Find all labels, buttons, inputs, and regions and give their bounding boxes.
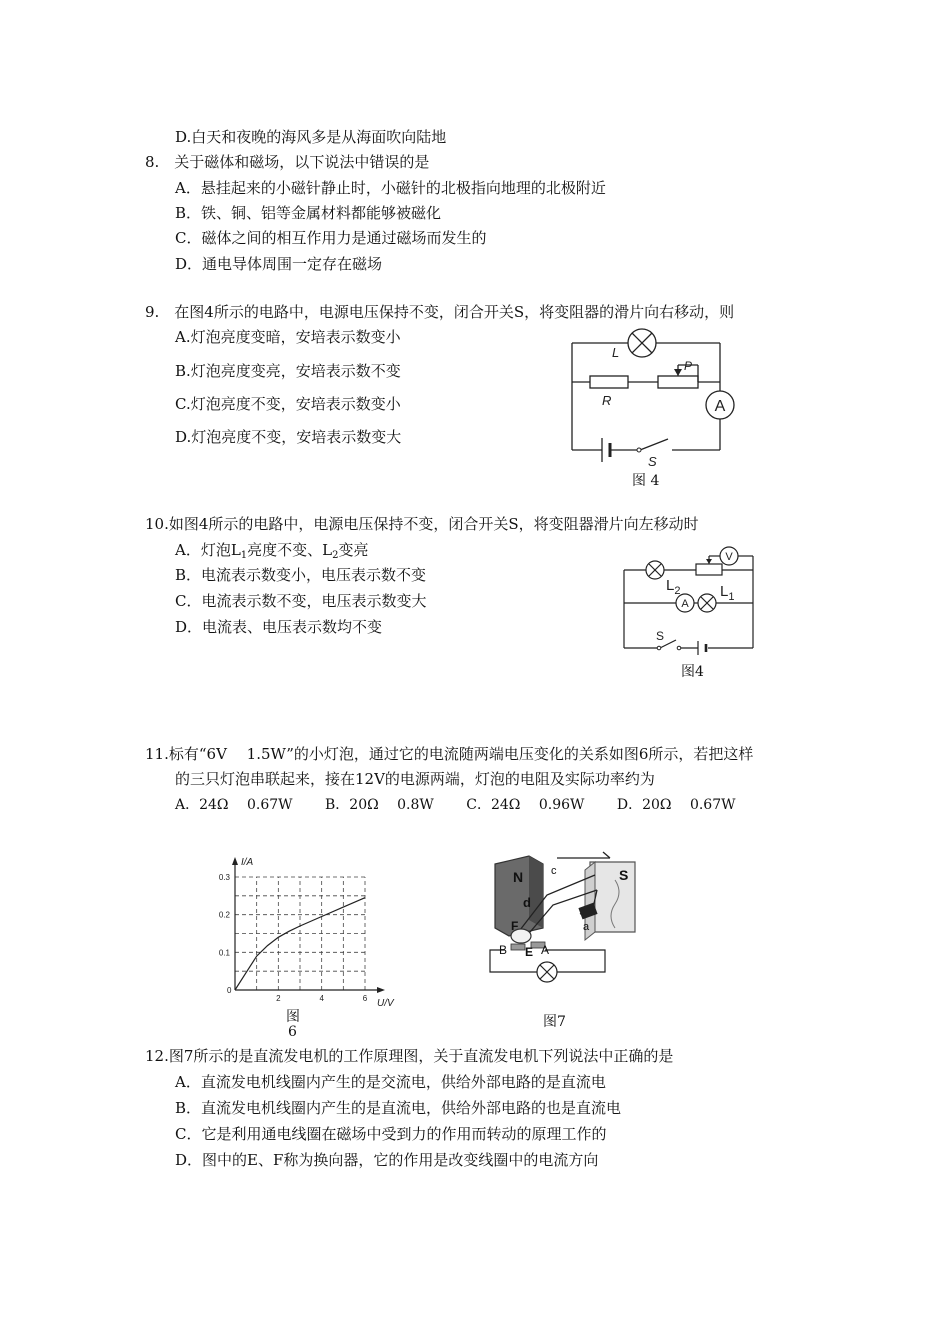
q10-lamp-l1 [698, 594, 716, 612]
q10-voltmeter [720, 547, 738, 565]
fig6-y-axis-label: I/A [241, 857, 254, 868]
fig7-label-a2: A [541, 943, 550, 957]
q8-option-b: B．铁、铜、铝等金属材料都能够被磁化 [175, 204, 442, 222]
q10-label-s: S [656, 629, 665, 643]
q12-option-b: B．直流发电机线圈内产生的是直流电，供给外部电路的也是直流电 [175, 1099, 622, 1117]
fig6-caption-line1: 图 [286, 1009, 300, 1025]
q8-option-a: A．悬挂起来的小磁针静止时，小磁针的北极指向地理的北极附近 [175, 179, 606, 197]
q11-stem-line2: 的三只灯泡串联起来，接在12V的电源两端，灯泡的电阻及实际功率约为 [175, 770, 655, 788]
q10-option-a: A．灯泡$L_1$亮度不变、$L_2$变亮 [175, 541, 369, 561]
fig6-x-axis-label: U/V [377, 998, 394, 1009]
fig6-y-tick-label: 0.2 [218, 910, 230, 920]
q9-option-d: D.灯泡亮度不变，安培表示数变大 [175, 428, 402, 446]
q9-label-s: S [648, 454, 657, 469]
q10-option-c: C．电流表示数不变，电压表示数变大 [175, 592, 427, 610]
q9-circuit-figure [560, 325, 760, 490]
fig6-origin-label: 0 [227, 986, 232, 995]
q12-stem: 12.图7所示的是直流发电机的工作原理图，关于直流发电机下列说法中正确的是 [145, 1047, 674, 1065]
fig6-y-arrow [232, 857, 238, 865]
fig7-label-d: d [523, 895, 531, 910]
fig6-grid [235, 877, 365, 990]
fig6-x-tick-label: 4 [319, 994, 324, 1003]
fig6-x-arrow [377, 987, 385, 993]
q10-circuit-figure [618, 540, 763, 655]
fig7-label-e: E [525, 945, 534, 959]
q9-figure-caption: 图 4 [632, 473, 660, 489]
q12-option-d: D．图中的E、F称为换向器，它的作用是改变线圈中的电流方向 [175, 1151, 599, 1169]
q12-option-c: C．它是利用通电线圈在磁场中受到力的作用而转动的原理工作的 [175, 1125, 607, 1143]
q10-option-d: D．电流表、电压表示数均不变 [175, 618, 383, 636]
fig7-label-n: N [513, 869, 524, 885]
q9-option-c: C.灯泡亮度不变，安培表示数变小 [175, 395, 401, 413]
q11-stem-line1: 11.标有“6V 1.5W”的小灯泡，通过它的电流随两端电压变化的关系如图6所示，若把这样 [145, 745, 754, 763]
svg-text:A: A [681, 598, 689, 610]
q10-battery [698, 641, 706, 655]
q10-lamp-l2 [646, 561, 664, 579]
q11-options: A．24Ω 0.67W B．20Ω 0.8W C．24Ω 0.96W D．20Ω 0.67W [175, 797, 736, 813]
fig6-x-tick-label: 2 [276, 994, 281, 1003]
fig6-y-tick-label: 0.3 [218, 873, 230, 882]
q10-figure-caption: 图4 [681, 664, 704, 680]
fig7-label-b: B [499, 943, 508, 957]
fig6-chart [205, 845, 405, 1010]
fig6-caption-line2: 6 [288, 1024, 297, 1040]
fig7-label-c: c [551, 865, 557, 877]
fig6-y-tick-label: 0.1 [218, 948, 230, 958]
q7-option-d: D.白天和夜晚的海风多是从海面吹向陆地 [175, 128, 447, 146]
svg-text:A: A [714, 398, 726, 415]
fig7-generator-figure [485, 850, 645, 990]
fig7-lamp [537, 962, 557, 982]
q9-label-p: P [684, 359, 693, 373]
q8-option-d: D．通电导体周围一定存在磁场 [175, 255, 383, 273]
fig7-label-f: F [511, 919, 519, 933]
fig7-caption: 图7 [543, 1014, 566, 1030]
q9-ammeter [706, 391, 734, 419]
q9-battery [602, 438, 610, 462]
fig6-ticks [219, 873, 368, 1003]
q10-label-l1: $L_1$ [720, 583, 735, 603]
q9-option-a: A.灯泡亮度变暗，安培表示数变小 [175, 328, 401, 346]
fig7-label-a: a [583, 921, 590, 933]
q9-lamp [628, 329, 656, 357]
q12-option-a: A．直流发电机线圈内产生的是交流电，供给外部电路的是直流电 [175, 1073, 606, 1091]
q9-option-b: B.灯泡亮度变亮，安培表示数不变 [175, 362, 401, 380]
q10-label-l2: $L_2$ [666, 577, 681, 597]
q10-option-b: B．电流表示数变小，电压表示数不变 [175, 566, 427, 584]
fig7-label-s: S [619, 867, 629, 883]
q10-stem: 10.如图4所示的电路中，电源电压保持不变，闭合开关S，将变阻器滑片向左移动时 [145, 515, 699, 533]
q8-option-c: C．磁体之间的相互作用力是通过磁场而发生的 [175, 229, 487, 247]
q9-label-l: L [612, 345, 620, 360]
q8-stem: 8. 关于磁体和磁场，以下说法中错误的是 [145, 153, 430, 171]
fig6-axes [232, 857, 385, 993]
svg-text:V: V [725, 551, 733, 563]
q9-label-r: R [602, 393, 612, 408]
q9-stem: 9. 在图4所示的电路中，电源电压保持不变，闭合开关S，将变阻器的滑片向右移动，则 [145, 303, 735, 321]
fig6-x-tick-label: 6 [362, 994, 368, 1003]
